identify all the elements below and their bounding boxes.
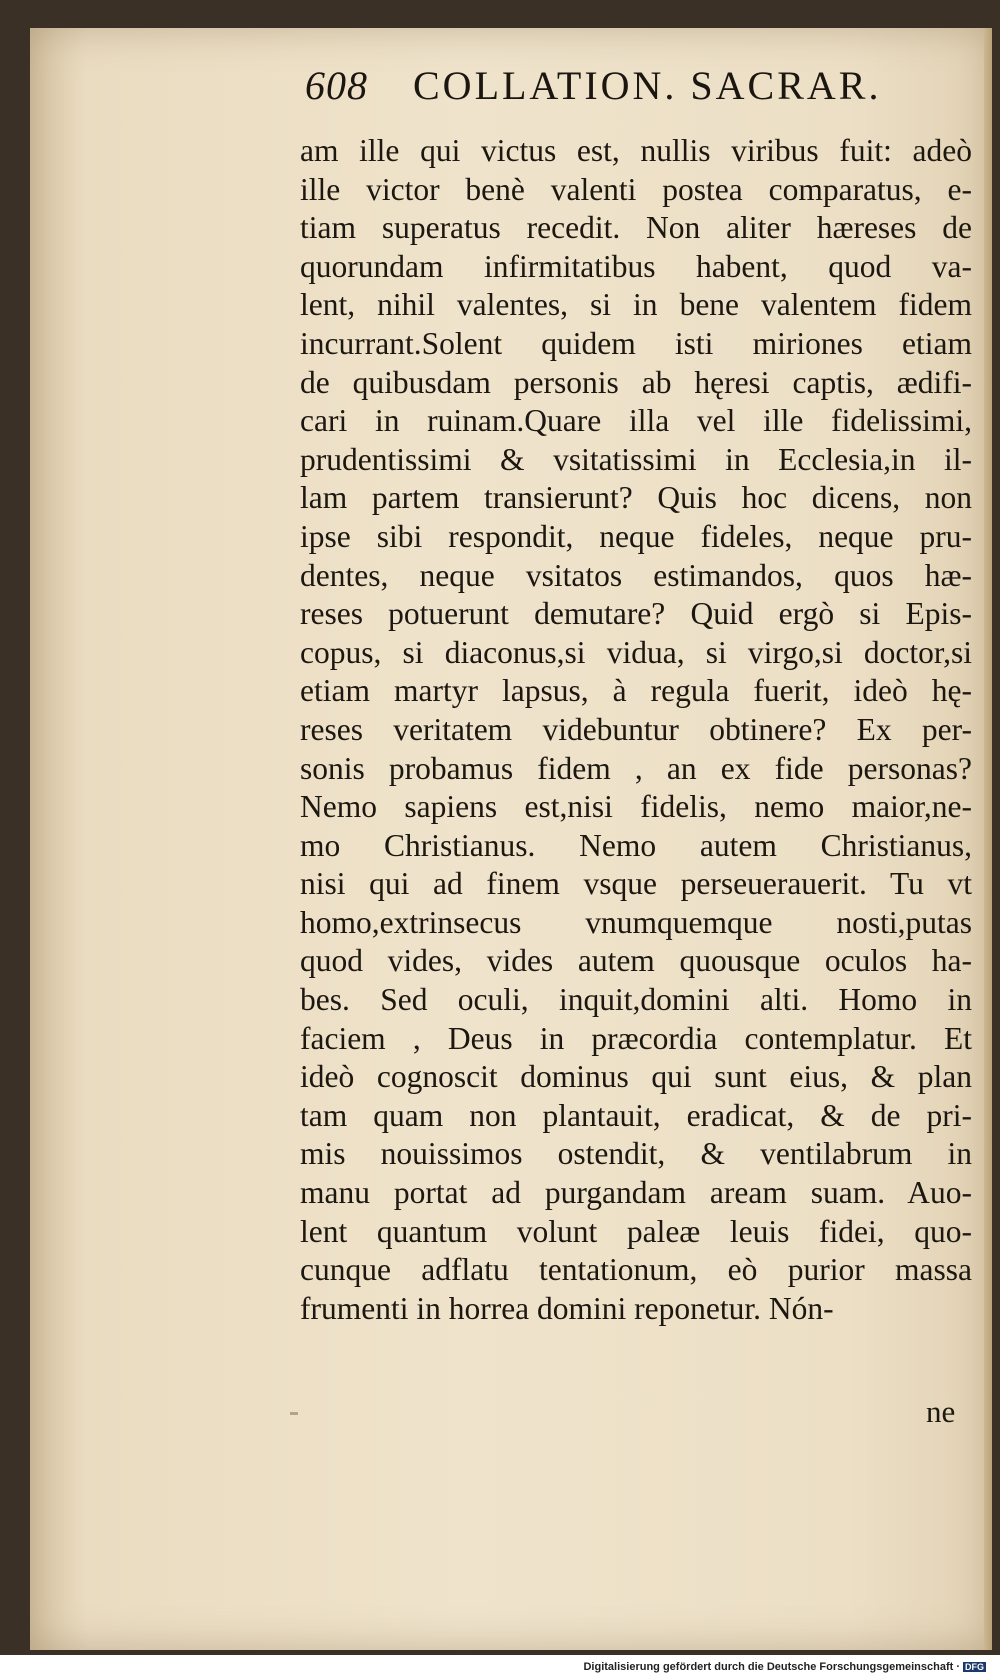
text-line: prudentissimi & vsitatissimi in Ecclesia,in il- (300, 441, 972, 477)
running-head (305, 62, 925, 109)
text-line: mo Christianus. Nemo autem Christianus, (300, 827, 972, 863)
text-line: mis nouissimos ostendit, & ventilabrum in (300, 1136, 972, 1172)
text-line: quorundam infirmitatibus habent, quod va- (300, 248, 972, 284)
text-line: tam quam non plantauit, eradicat, & de pri- (300, 1097, 972, 1133)
text-line: ideò cognoscit dominus qui sunt eius, & plan (300, 1059, 972, 1095)
page-number: 608 (305, 63, 368, 108)
text-line: lent quantum volunt paleæ leuis fidei, quo- (300, 1213, 972, 1249)
text-line: reses potuerunt demutare? Quid ergò si Epis- (300, 596, 972, 632)
text-line: tiam superatus recedit. Non aliter hæreses de (300, 210, 972, 246)
credit-text: Digitalisierung gefördert durch die Deutsche Forschungsgemeinschaft · (583, 1661, 960, 1673)
text-line: frumenti in horrea domini reponetur. Nón- (300, 1290, 834, 1326)
text-line: bes. Sed oculi, inquit,domini alti. Homo in (300, 982, 972, 1018)
ink-mark (290, 1412, 298, 1415)
text-line: copus, si diaconus,si vidua, si virgo,si doctor,si (300, 634, 972, 670)
text-line: manu portat ad purgandam aream suam. Auo- (300, 1175, 972, 1211)
text-line: cari in ruinam.Quare illa vel ille fidelissimi, (300, 403, 972, 439)
dfg-logo: DFG (965, 1662, 984, 1673)
text-line: nisi qui ad finem vsque perseuerauerit. Tu vt (300, 866, 972, 902)
running-title: COLLATION. SACRAR. (413, 63, 882, 108)
text-line: Nemo sapiens est,nisi fidelis, nemo maior,ne- (300, 789, 972, 825)
text-line: ipse sibi respondit, neque fideles, neque pru- (300, 518, 972, 554)
catchword: ne (926, 1394, 956, 1429)
page-edge (984, 28, 992, 1650)
text-line: quod vides, vides autem quousque oculos ha- (300, 943, 972, 979)
text-line: ille victor benè valenti postea comparatus, e- (300, 171, 972, 207)
text-line: reses veritatem videbuntur obtinere? Ex per- (300, 711, 972, 747)
text-line: faciem , Deus in præcordia contemplatur. Et (300, 1020, 972, 1056)
text-line: dentes, neque vsitatos estimandos, quos hæ- (300, 557, 972, 593)
text-line: homo,extrinsecus vnumquemque nosti,putas (300, 904, 972, 940)
text-line: lent, nihil valentes, si in bene valentem fidem (300, 287, 972, 323)
text-line: de quibusdam personis ab hęresi captis, ædifi- (300, 364, 972, 400)
text-line: etiam martyr lapsus, à regula fuerit, ideò hę- (300, 673, 972, 709)
text-block (300, 132, 972, 1328)
text-line: lam partem transierunt? Quis hoc dicens, non (300, 480, 972, 516)
text-line: sonis probamus fidem , an ex fide personas? (300, 750, 972, 786)
text-line: cunque adflatu tentationum, eò purior massa (300, 1252, 972, 1288)
digitization-credit (583, 1661, 986, 1673)
text-line: am ille qui victus est, nullis viribus fuit: adeò (300, 133, 972, 168)
text-line: incurrant.Solent quidem isti miriones etiam (300, 325, 972, 361)
